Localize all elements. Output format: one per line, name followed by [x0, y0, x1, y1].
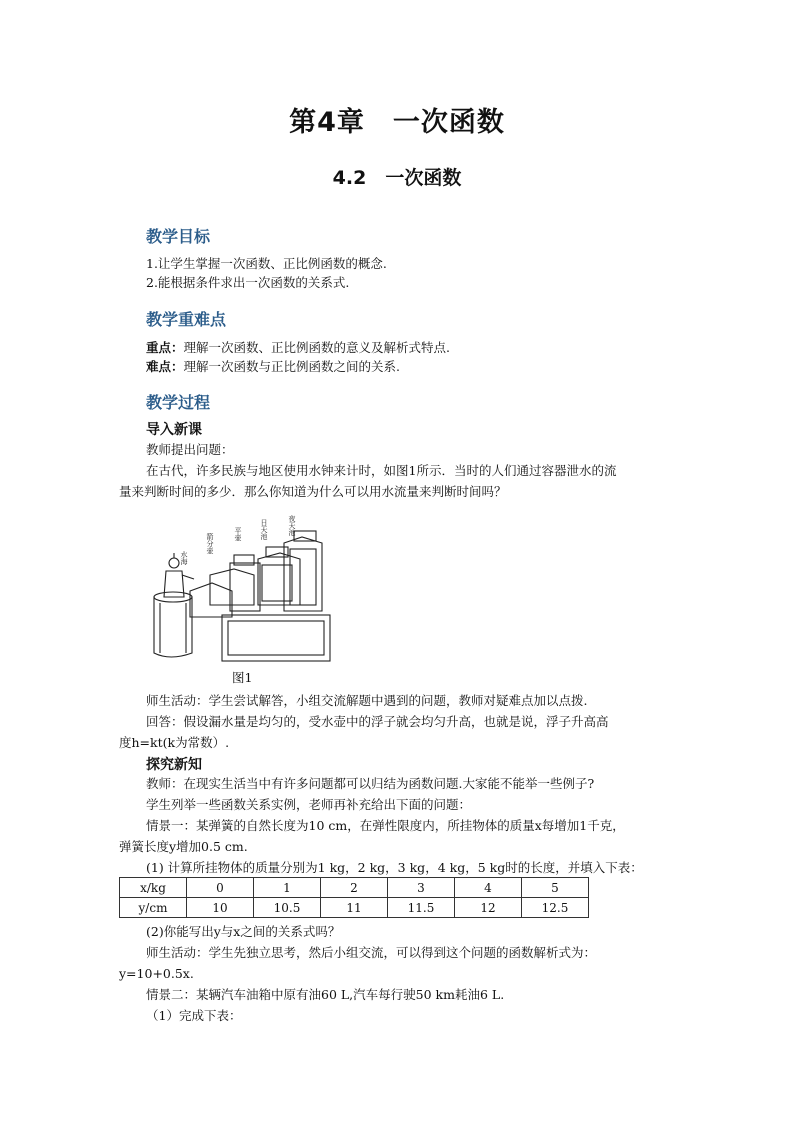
section-title: 4.2 一次函数: [332, 167, 462, 189]
answer-line-2: 度h=kt(k为常数）.: [119, 735, 230, 750]
heading-key-points: 教学重难点: [146, 310, 227, 329]
table-row: [120, 898, 589, 918]
answer-line-1: 回答：假设漏水量是均匀的，受水壶中的浮子就会均匀升高，也就是说，浮子升高高: [146, 714, 609, 729]
table-cell: 5: [522, 878, 589, 898]
table-row: [120, 878, 589, 898]
table-cell: 12.5: [522, 898, 589, 918]
spring-length-table: [119, 877, 589, 918]
fig-label-1: 水海: [180, 551, 188, 565]
chapter-title: 第4章 一次函数: [289, 107, 505, 138]
table-cell: 3: [388, 878, 455, 898]
intro-line-3: 量来判断时间的多少．那么你知道为什么可以用水流量来判断时间吗？: [119, 484, 507, 499]
explore-line-1: 教师：在现实生活当中有许多问题都可以归结为函数问题.大家能不能举一些例子?: [146, 776, 595, 791]
figure-caption: 图1: [232, 670, 253, 685]
table-cell: 4: [455, 878, 522, 898]
goal-1: 1.让学生掌握一次函数、正比例函数的概念.: [146, 256, 387, 271]
table-cell: 11.5: [388, 898, 455, 918]
key-text: 理解一次函数、正比例函数的意义及解析式特点.: [183, 340, 450, 355]
fig-label-2: 箭分壶: [206, 533, 214, 554]
activity-line-2: 师生活动：学生先独立思考，然后小组交流，可以得到这个问题的函数解析式为：: [146, 945, 597, 960]
table-cell: y/cm: [120, 898, 187, 918]
table-cell: 2: [321, 878, 388, 898]
water-clock-illustration: [150, 513, 340, 665]
intro-line-1: 教师提出问题：: [146, 442, 234, 457]
formula-line: y=10+0.5x.: [119, 966, 194, 981]
situation1-line-1: 情景一：某弹簧的自然长度为10 cm，在弹性限度内，所挂物体的质量x每增加1千克，: [146, 818, 625, 833]
key-point-line: [146, 339, 450, 357]
heading-intro: 导入新课: [146, 422, 202, 438]
key-label: 重点：: [146, 340, 184, 355]
table-cell: 10.5: [254, 898, 321, 918]
question-1: (1) 计算所挂物体的质量分别为1 kg，2 kg，3 kg，4 kg，5 kg时的长度，并填入下表：: [146, 860, 643, 875]
heading-explore: 探究新知: [146, 757, 202, 773]
question-2: (2)你能写出y与x之间的关系式吗？: [146, 924, 341, 939]
question-3: （1）完成下表：: [146, 1008, 242, 1023]
table-cell: 10: [187, 898, 254, 918]
explore-line-2: 学生列举一些函数关系实例，老师再补充给出下面的问题：: [146, 797, 472, 812]
fig-label-5: 夜天池: [288, 515, 296, 536]
heading-goals: 教学目标: [146, 227, 211, 246]
difficulty-line: [146, 358, 400, 376]
table-cell: x/kg: [120, 878, 187, 898]
intro-line-2: 在古代，许多民族与地区使用水钟来计时，如图1所示．当时的人们通过容器泄水的流: [146, 463, 617, 478]
fig-label-4: 日天池: [260, 519, 268, 540]
difficulty-text: 理解一次函数与正比例函数之间的关系.: [183, 359, 400, 374]
heading-process: 教学过程: [146, 393, 211, 412]
activity-line-1: 师生活动：学生尝试解答，小组交流解题中遇到的问题，教师对疑难点加以点拨.: [146, 693, 588, 708]
table-cell: 1: [254, 878, 321, 898]
table-cell: 0: [187, 878, 254, 898]
difficulty-label: 难点：: [146, 359, 184, 374]
table-cell: 12: [455, 898, 522, 918]
situation1-line-2: 弹簧长度y增加0.5 cm.: [119, 839, 248, 854]
goal-2: 2.能根据条件求出一次函数的关系式.: [146, 275, 350, 290]
fig-label-3: 平壶: [234, 527, 242, 541]
situation2-line: 情景二：某辆汽车油箱中原有油60 L,汽车每行驶50 km耗油6 L.: [146, 987, 505, 1002]
table-cell: 11: [321, 898, 388, 918]
